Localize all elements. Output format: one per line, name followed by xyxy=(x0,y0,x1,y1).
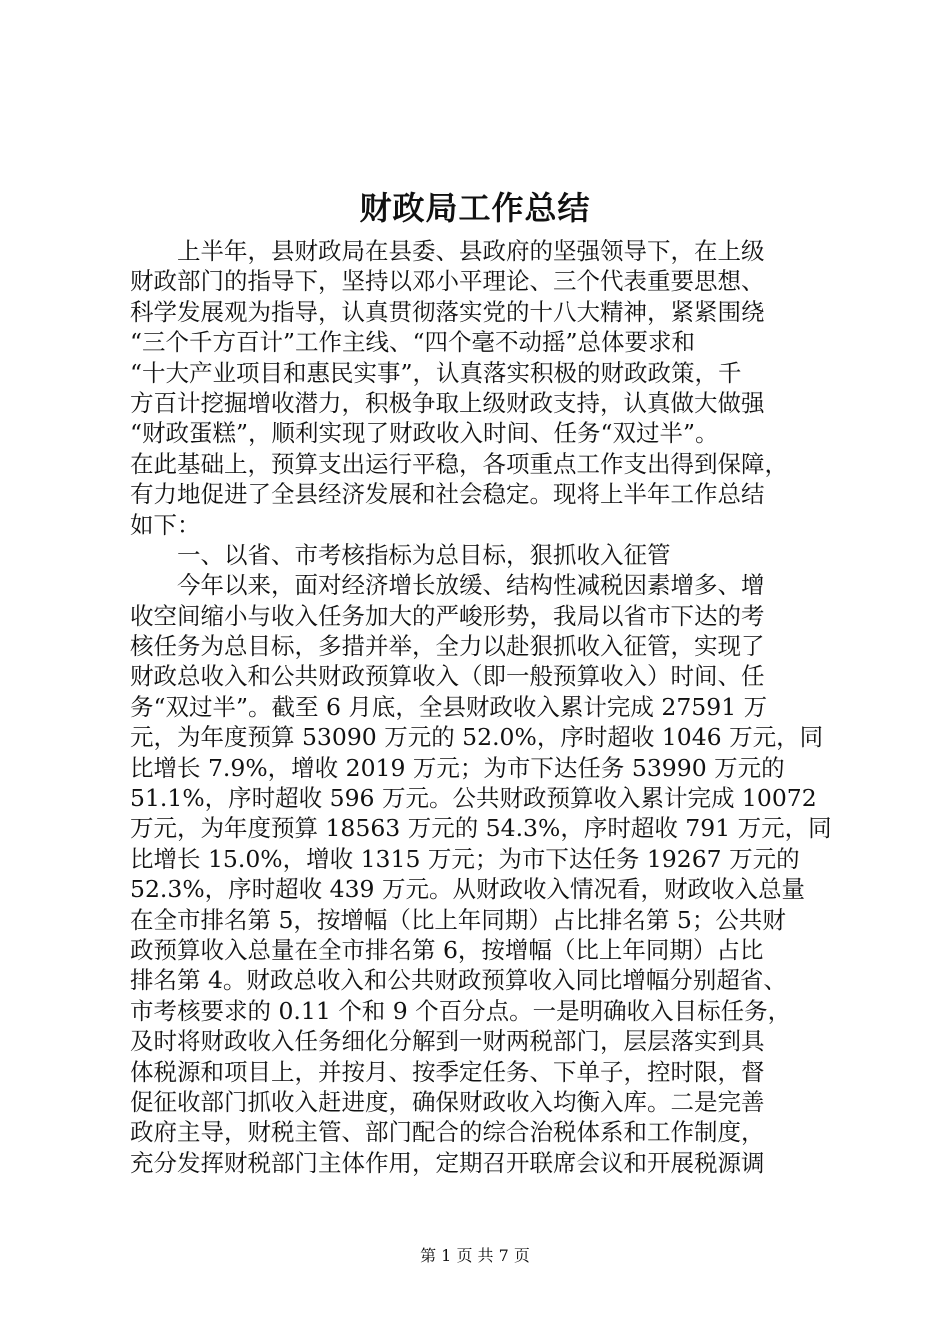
text-line: 52.3%，序时超收 439 万元。从财政收入情况看，财政收入总量 xyxy=(130,875,805,904)
text-line: 今年以来，面对经济增长放缓、结构性减税因素增多、增 xyxy=(177,571,765,600)
text-line: 比增长 7.9%，增收 2019 万元；为市下达任务 53990 万元的 xyxy=(130,753,785,782)
text-line: 上半年，县财政局在县委、县政府的坚强领导下，在上级 xyxy=(177,237,765,265)
text-line: 元，为年度预算 53090 万元的 52.0%，序时超收 1046 万元，同 xyxy=(130,723,824,752)
text-line: 政预算收入总量在全市排名第 6，按增幅（比上年同期）占比 xyxy=(130,935,764,964)
text-line: 促征收部门抓收入赶进度，确保财政收入均衡入库。二是完善 xyxy=(130,1087,765,1116)
text-line: 排名第 4。财政总收入和公共财政预算收入同比增幅分别超省、 xyxy=(130,966,787,995)
text-line: 核任务为总目标，多措并举，全力以赴狠抓收入征管，实现了 xyxy=(130,632,765,661)
text-line: 比增长 15.0%，增收 1315 万元；为市下达任务 19267 万元的 xyxy=(130,844,800,873)
text-line: 政府主导，财税主管、部门配合的综合治税体系和工作制度， xyxy=(130,1118,765,1147)
text-line: 万元，为年度预算 18563 万元的 54.3%，序时超收 791 万元，同 xyxy=(130,814,832,843)
text-line: 有力地促进了全县经济发展和社会稳定。现将上半年工作总结 xyxy=(130,480,765,509)
text-line: 财政总收入和公共财政预算收入（即一般预算收入）时间、任 xyxy=(130,662,765,691)
text-line: 方百计挖掘增收潜力，积极争取上级财政支持，认真做大做强 xyxy=(130,388,765,417)
document-body xyxy=(130,236,842,1178)
text-line: “三个千方百计”工作主线、“四个毫不动摇”总体要求和 xyxy=(130,328,696,357)
text-line: 体税源和项目上，并按月、按季定任务、下单子，控时限，督 xyxy=(130,1057,765,1086)
text-line: 财政部门的指导下，坚持以邓小平理论、三个代表重要思想、 xyxy=(130,267,765,296)
page-footer: 第 1 页 共 7 页 xyxy=(420,1246,530,1265)
text-line: 在此基础上，预算支出运行平稳，各项重点工作支出得到保障， xyxy=(130,449,788,478)
text-line: 在全市排名第 5，按增幅（比上年同期）占比排名第 5；公共财 xyxy=(130,905,786,934)
text-line: 充分发挥财税部门主体作用，定期召开联席会议和开展税源调 xyxy=(130,1148,765,1177)
text-line: 一、以省、市考核指标为总目标，狠抓收入征管 xyxy=(177,540,671,569)
document-title: 财政局工作总结 xyxy=(359,189,591,227)
text-line: 51.1%，序时超收 596 万元。公共财政预算收入累计完成 10072 xyxy=(130,784,817,813)
text-line: 科学发展观为指导，认真贯彻落实党的十八大精神，紧紧围绕 xyxy=(130,297,765,326)
text-line: “财政蛋糕”，顺利实现了财政收入时间、任务“双过半”。 xyxy=(130,419,719,448)
text-line: 务“双过半”。截至 6 月底，全县财政收入累计完成 27591 万 xyxy=(130,692,768,721)
text-line: 及时将财政收入任务细化分解到一财两税部门，层层落实到具 xyxy=(130,1027,765,1056)
text-line: “十大产业项目和惠民实事”，认真落实积极的财政政策，千 xyxy=(130,358,742,387)
text-line: 市考核要求的 0.11 个和 9 个百分点。一是明确收入目标任务， xyxy=(130,996,792,1025)
text-line: 收空间缩小与收入任务加大的严峻形势，我局以省市下达的考 xyxy=(130,601,765,630)
text-line: 如下： xyxy=(130,510,201,539)
